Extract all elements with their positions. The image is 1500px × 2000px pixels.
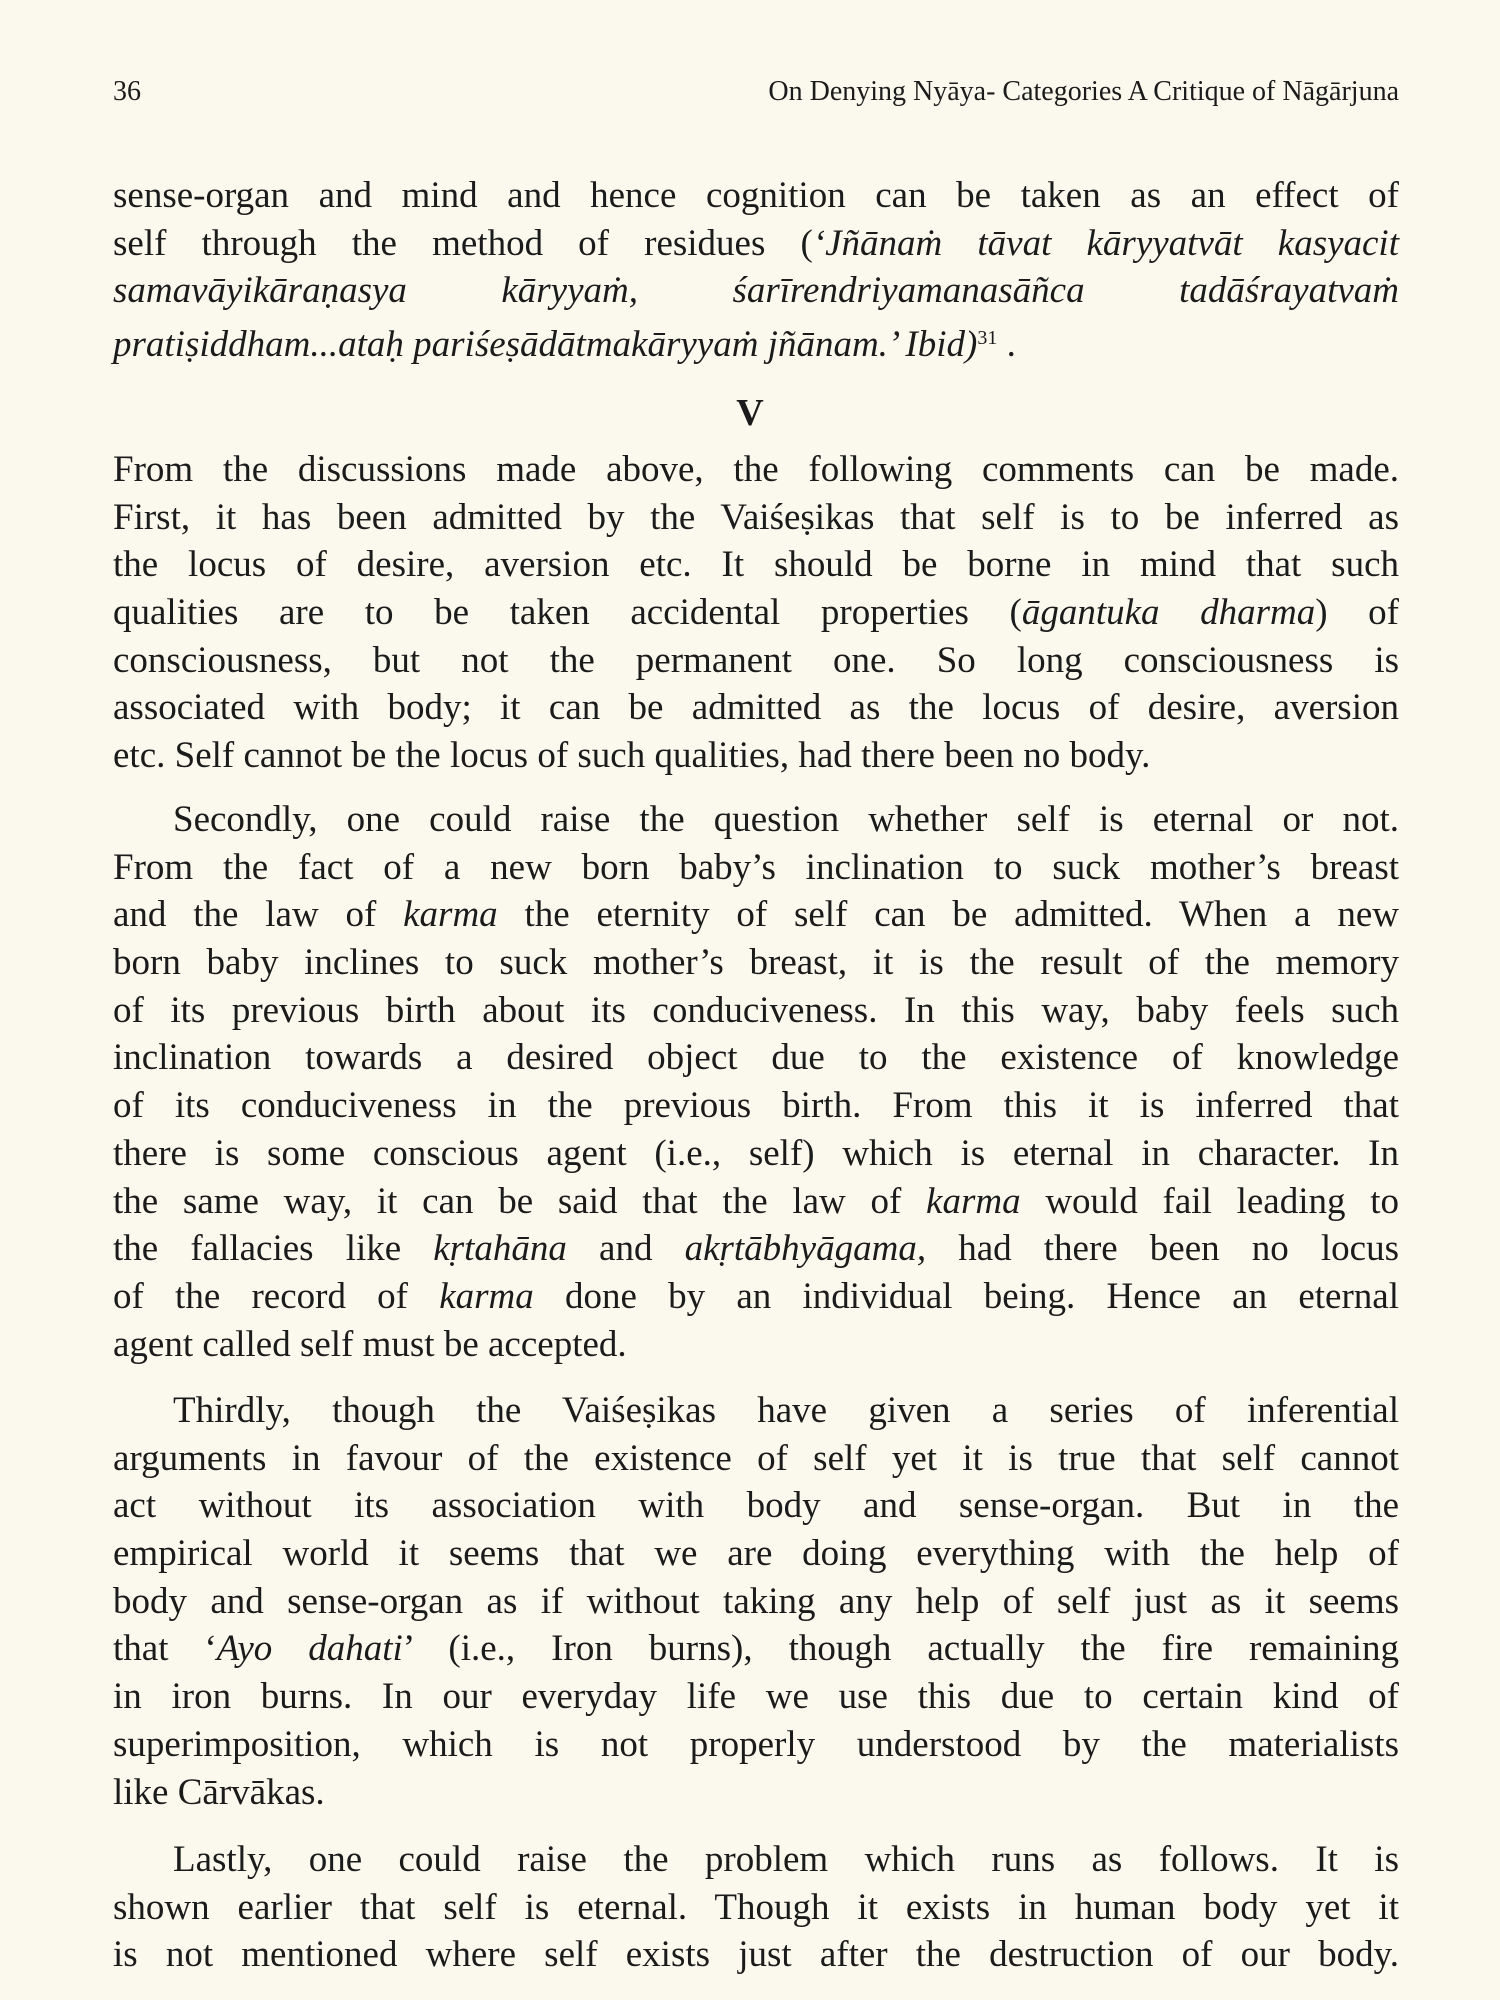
page-number: 36: [113, 76, 141, 107]
text-line: [113, 220, 1399, 268]
text-line: [113, 267, 1399, 315]
paragraph-first-comment: [113, 446, 1399, 780]
text-segment: the locus of desire, aversion etc. It should be borne in mind that such: [113, 544, 1399, 586]
italic-text: akṛtābhyāgama,: [684, 1228, 927, 1270]
text-line: [113, 1530, 1399, 1578]
italic-text: karma: [926, 1180, 1021, 1222]
text-line: [113, 172, 1399, 220]
text-line: [113, 1034, 1399, 1082]
text-segment: Thirdly, though the Vaiśeṣikas have given a series of inferential: [173, 1390, 1399, 1431]
text-segment: agent called self must be accepted.: [113, 1323, 627, 1365]
text-line: [113, 1578, 1399, 1626]
text-line: [113, 1884, 1399, 1932]
paragraph-thirdly: [113, 1387, 1399, 1816]
italic-text: Ayo dahati: [216, 1628, 403, 1670]
text-line: [113, 1321, 1399, 1369]
text-segment: empirical world it seems that we are doing everything with the help of: [113, 1533, 1399, 1575]
text-segment: ) of: [1315, 592, 1399, 634]
text-line: [113, 1931, 1399, 1979]
paragraph-secondly: [113, 796, 1399, 1368]
text-segment: that ‘: [113, 1628, 217, 1670]
text-segment: Secondly, one could raise the question whether self is eternal or not.: [173, 799, 1399, 840]
text-line: [113, 446, 1399, 494]
text-segment: body and sense-organ as if without taking any help of self just as it seems: [113, 1580, 1399, 1622]
text-line: [113, 1836, 1399, 1884]
text-segment: etc. Self cannot be the locus of such qualities, had there been no body.: [113, 735, 1151, 777]
text-line: [113, 1130, 1399, 1178]
text-line: [113, 589, 1399, 637]
text-segment: had there been no locus: [926, 1228, 1399, 1270]
text-line: [113, 1769, 1399, 1817]
footnote-ref: 31: [977, 327, 998, 350]
italic-text: karma: [439, 1275, 534, 1317]
text-segment: the same way, it can be said that the law of: [113, 1180, 927, 1222]
text-segment: act without its association with body and sense-organ. But in the: [113, 1485, 1399, 1527]
text-segment: of its conduciveness in the previous birth. From this it is inferred that: [113, 1085, 1399, 1127]
text-line: [113, 1482, 1399, 1530]
text-segment: associated with body; it can be admitted as the locus of desire, aversion: [113, 687, 1399, 729]
text-segment: in iron burns. In our everyday life we use this due to certain kind of: [113, 1676, 1399, 1718]
text-line: [113, 1082, 1399, 1130]
text-segment: of its previous birth about its conduciveness. In this way, baby feels such: [113, 989, 1399, 1031]
text-segment: is not mentioned where self exists just after the destruction of our body.: [113, 1934, 1399, 1976]
text-segment: From the fact of a new born baby’s inclination to suck mother’s breast: [113, 846, 1399, 888]
italic-text: karma: [403, 894, 498, 936]
text-line: [113, 844, 1399, 892]
text-segment: consciousness, but not the permanent one. So long consciousness is: [113, 639, 1399, 681]
text-segment: First, it has been admitted by the Vaiśeṣikas that self is to be inferred as: [113, 496, 1399, 538]
text-segment: arguments in favour of the existence of self yet it is true that self cannot: [113, 1437, 1399, 1479]
text-segment: superimposition, which is not properly understood by the materialists: [113, 1723, 1399, 1765]
text-segment: done by an individual being. Hence an eternal: [533, 1275, 1399, 1317]
text-segment: From the discussions made above, the following comments can be made.: [113, 449, 1399, 490]
text-line: [113, 1387, 1399, 1435]
text-segment: and the law of: [113, 894, 404, 936]
text-line: [113, 987, 1399, 1035]
text-line: [113, 891, 1399, 939]
text-line: [113, 494, 1399, 542]
text-segment: would fail leading to: [1020, 1180, 1399, 1222]
italic-text: pratiṣiddham...ataḥ pariśeṣādātmakāryyaṁ jñānam.’ Ibid): [113, 324, 978, 366]
italic-text: ‘Jñānaṁ tāvat kāryyatvāt kasyacit: [812, 222, 1399, 264]
text-segment: ’ (i.e., Iron burns), though actually the fire remaining: [402, 1628, 1399, 1670]
text-line: [113, 1225, 1399, 1273]
text-segment: and: [566, 1228, 685, 1270]
text-line: [113, 1178, 1399, 1226]
text-segment: shown earlier that self is eternal. Though it exists in human body yet it: [113, 1886, 1399, 1928]
running-header: [113, 74, 1399, 110]
text-line: [113, 684, 1399, 732]
italic-text: kṛtahāna: [433, 1228, 567, 1270]
text-segment: of the record of: [113, 1275, 440, 1317]
text-segment: there is some conscious agent (i.e., self) which is eternal in character. In: [113, 1132, 1399, 1174]
paragraph-lastly: [113, 1836, 1399, 1979]
paragraph-continuation: [113, 172, 1399, 366]
text-line: [113, 1673, 1399, 1721]
text-segment: Lastly, one could raise the problem which runs as follows. It is: [173, 1839, 1399, 1880]
text-segment: self through the method of residues (: [113, 222, 813, 264]
text-line: [113, 796, 1399, 844]
text-segment: born baby inclines to suck mother’s breast, it is the result of the memory: [113, 942, 1399, 984]
text-segment: sense-organ and mind and hence cognition can be taken as an effect of: [113, 175, 1399, 216]
text-segment: the fallacies like: [113, 1228, 434, 1270]
text-line: [113, 732, 1399, 780]
text-segment: like Cārvākas.: [113, 1771, 325, 1813]
text-line: [113, 939, 1399, 987]
running-title: On Denying Nyāya- Categories A Critique of Nāgārjuna: [768, 76, 1399, 107]
text-line: [113, 1435, 1399, 1483]
italic-text: āgantuka dharma: [1021, 592, 1316, 634]
text-segment: .: [997, 324, 1016, 366]
text-segment: the eternity of self can be admitted. When a new: [497, 894, 1399, 936]
text-line: [113, 637, 1399, 685]
text-line: [113, 1625, 1399, 1673]
text-line: [113, 541, 1399, 589]
text-line: [113, 1721, 1399, 1769]
text-line: [113, 315, 1399, 366]
text-segment: inclination towards a desired object due to the existence of knowledge: [113, 1037, 1399, 1079]
text-line: [113, 1273, 1399, 1321]
section-heading: V: [736, 392, 764, 434]
text-segment: qualities are to be taken accidental properties (: [113, 592, 1022, 634]
italic-text: samavāyikāraṇasya kāryyaṁ, śarīrendriyamanasāñca tadāśrayatvaṁ: [113, 270, 1399, 312]
